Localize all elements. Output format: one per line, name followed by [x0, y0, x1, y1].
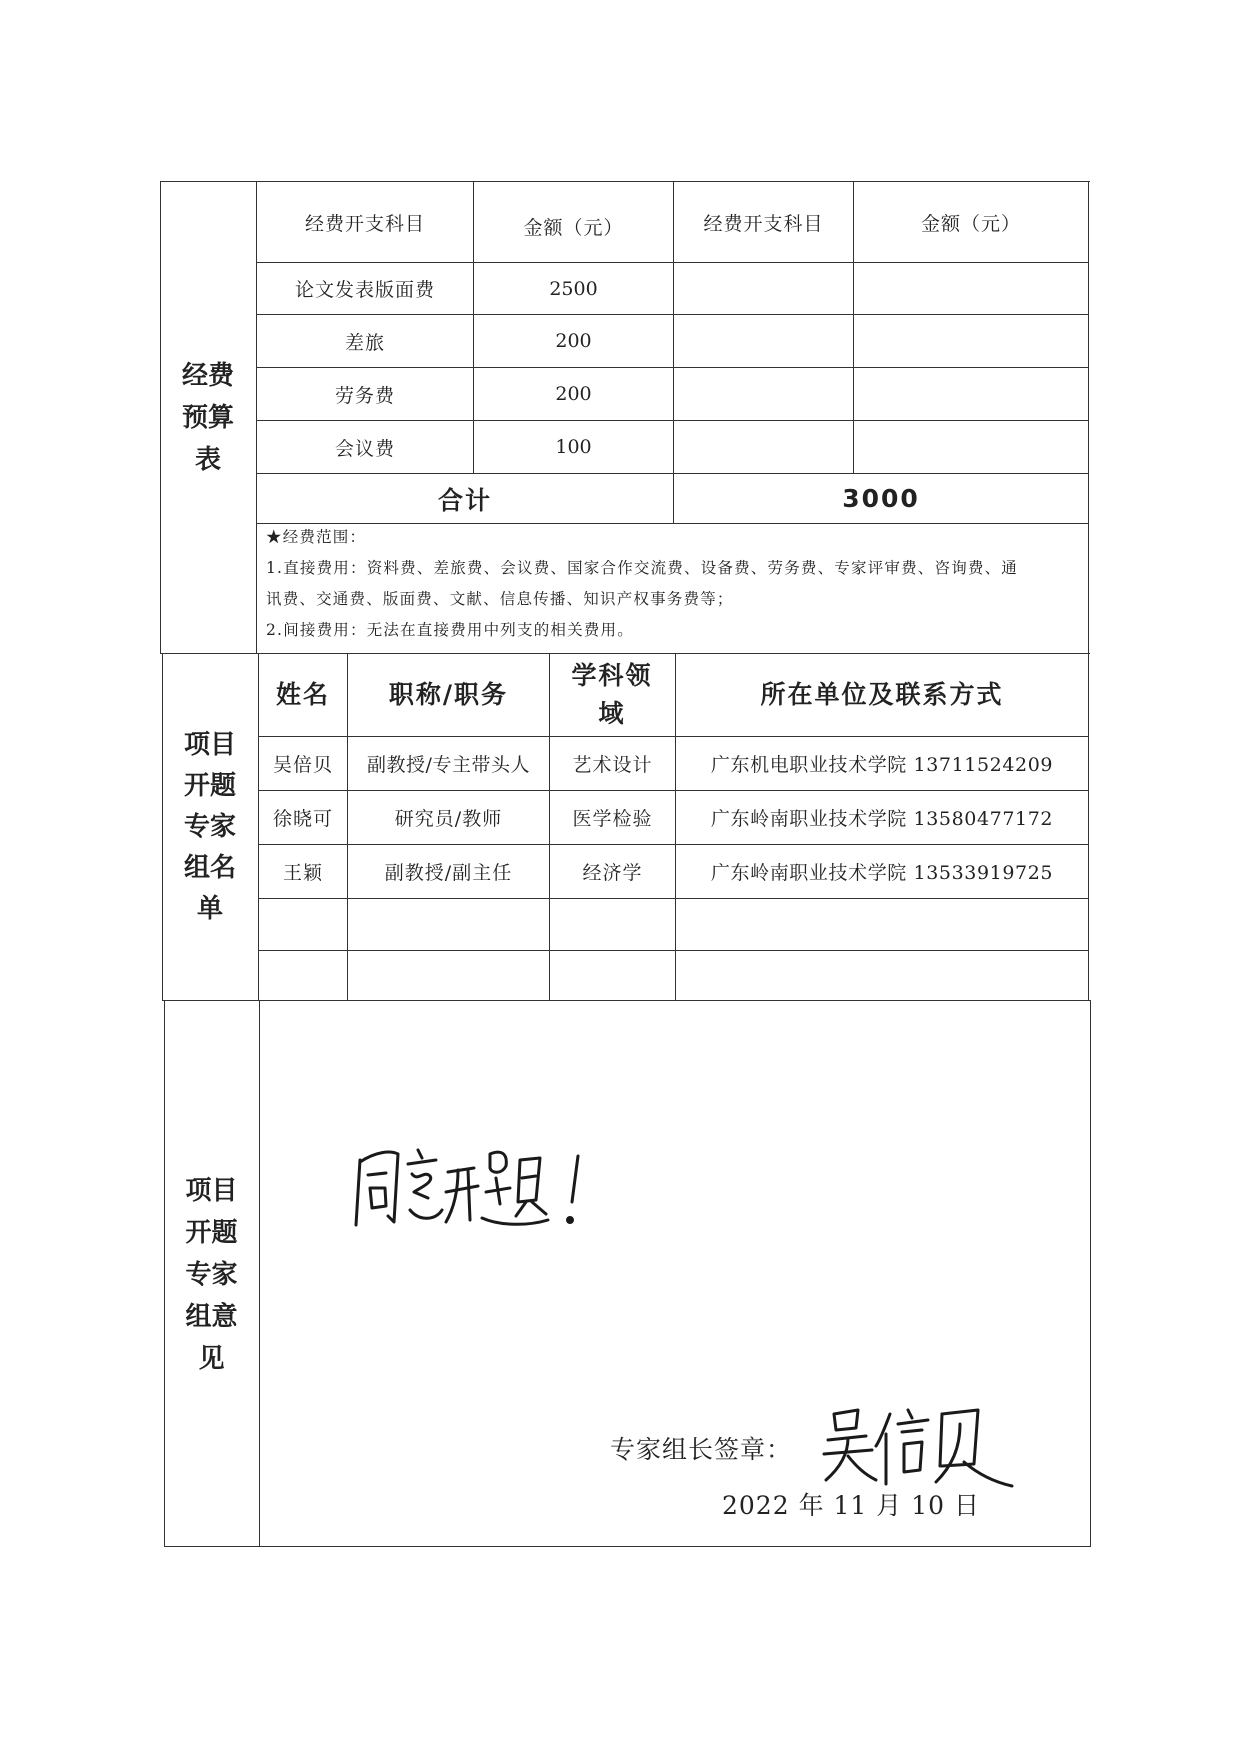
budget-label-line-1: 经费 — [181, 360, 234, 391]
expert-header-title: 职称/职务 — [388, 680, 509, 709]
budget-total-label: 合计 — [437, 485, 492, 515]
opinion-label-line-5: 见 — [198, 1344, 225, 1374]
signature-label: 专家组长签章： — [610, 1435, 793, 1464]
budget-total-value: 3000 — [842, 484, 920, 513]
budget-row-1-amount: 2500 — [549, 277, 598, 300]
budget-header-item-1: 经费开支科目 — [304, 212, 425, 235]
table-right-border-1 — [1088, 181, 1089, 1001]
expert-header-name: 姓名 — [275, 680, 330, 709]
opinion-label-line-3: 专家 — [185, 1260, 238, 1290]
budget-row-4-item: 会议费 — [334, 437, 395, 460]
opinion-label-line-2: 开题 — [185, 1218, 238, 1248]
budget-scope-line-3: 2.间接费用：无法在直接费用中列支的相关费用。 — [266, 621, 634, 639]
label-col-line-3 — [259, 1000, 260, 1547]
expert-row-2-unit: 广东岭南职业技术学院 13580477172 — [710, 808, 1054, 830]
table-top-border — [160, 181, 1090, 182]
budget-row-2-item: 差旅 — [344, 331, 385, 354]
budget-scope-title: ★经费范围： — [266, 528, 367, 546]
section-divider-2 — [162, 1000, 1091, 1001]
expert-label-line-4: 组名 — [183, 852, 236, 883]
expert-row-2-field: 医学检验 — [572, 808, 653, 830]
handwritten-opinion — [350, 1130, 600, 1240]
opinion-section-label — [164, 1170, 259, 1380]
expert-row-3-unit: 广东岭南职业技术学院 13533919725 — [710, 862, 1054, 884]
expert-row-3-name: 王颖 — [282, 862, 323, 884]
budget-row-3-item: 劳务费 — [334, 384, 395, 407]
opinion-label-line-4: 组意 — [185, 1302, 238, 1332]
expert-row-1-title: 副教授/专主带头人 — [367, 754, 530, 776]
expert-row-1-unit: 广东机电职业技术学院 13711524209 — [710, 754, 1054, 776]
budget-header-item-2: 经费开支科目 — [703, 212, 824, 235]
budget-header-amount-1: 金额（元） — [523, 216, 624, 239]
opinion-date: 2022 年 11 月 10 日 — [722, 1491, 980, 1520]
expert-row-2-title: 研究员/教师 — [394, 808, 503, 830]
expert-header-field: 学科领 域 — [571, 661, 653, 728]
budget-row-1-item: 论文发表版面费 — [294, 279, 435, 301]
budget-row-2-amount: 200 — [555, 330, 592, 352]
expert-hline-5 — [258, 950, 1089, 951]
expert-label-line-5: 单 — [196, 893, 223, 924]
budget-section-label — [160, 181, 256, 654]
expert-row-3-title: 副教授/副主任 — [384, 862, 513, 884]
expert-header-unit: 所在单位及联系方式 — [760, 680, 1004, 709]
budget-scope-line-2: 讯费、交通费、版面费、文献、信息传播、知识产权事务费等； — [266, 590, 734, 608]
budget-row-3-amount: 200 — [555, 383, 592, 405]
budget-header-amount-2: 金额（元） — [920, 212, 1021, 235]
expert-label-line-2: 开题 — [183, 770, 236, 801]
budget-label-line-2: 预算 — [181, 402, 234, 433]
opinion-label-line-1: 项目 — [185, 1176, 238, 1206]
expert-hline-4 — [258, 898, 1089, 899]
budget-scope-line-1: 1.直接费用：资料费、差旅费、会议费、国家合作交流费、设备费、劳务费、专家评审费、咨询费、通 — [266, 559, 1018, 577]
expert-row-2-name: 徐晓可 — [272, 808, 333, 830]
expert-section-label — [162, 653, 258, 1001]
signature — [818, 1400, 1018, 1490]
expert-label-line-3: 专家 — [183, 811, 236, 842]
table-right-border-2 — [1090, 1000, 1091, 1547]
budget-row-4-amount: 100 — [555, 436, 592, 458]
budget-scope-note — [266, 522, 1084, 646]
expert-row-3-field: 经济学 — [582, 862, 643, 884]
expert-row-1-name: 吴倍贝 — [272, 754, 333, 776]
table-bottom-border — [164, 1546, 1091, 1547]
expert-row-1-field: 艺术设计 — [572, 754, 653, 776]
expert-label-line-1: 项目 — [183, 729, 236, 760]
budget-label-line-3: 表 — [194, 444, 221, 475]
